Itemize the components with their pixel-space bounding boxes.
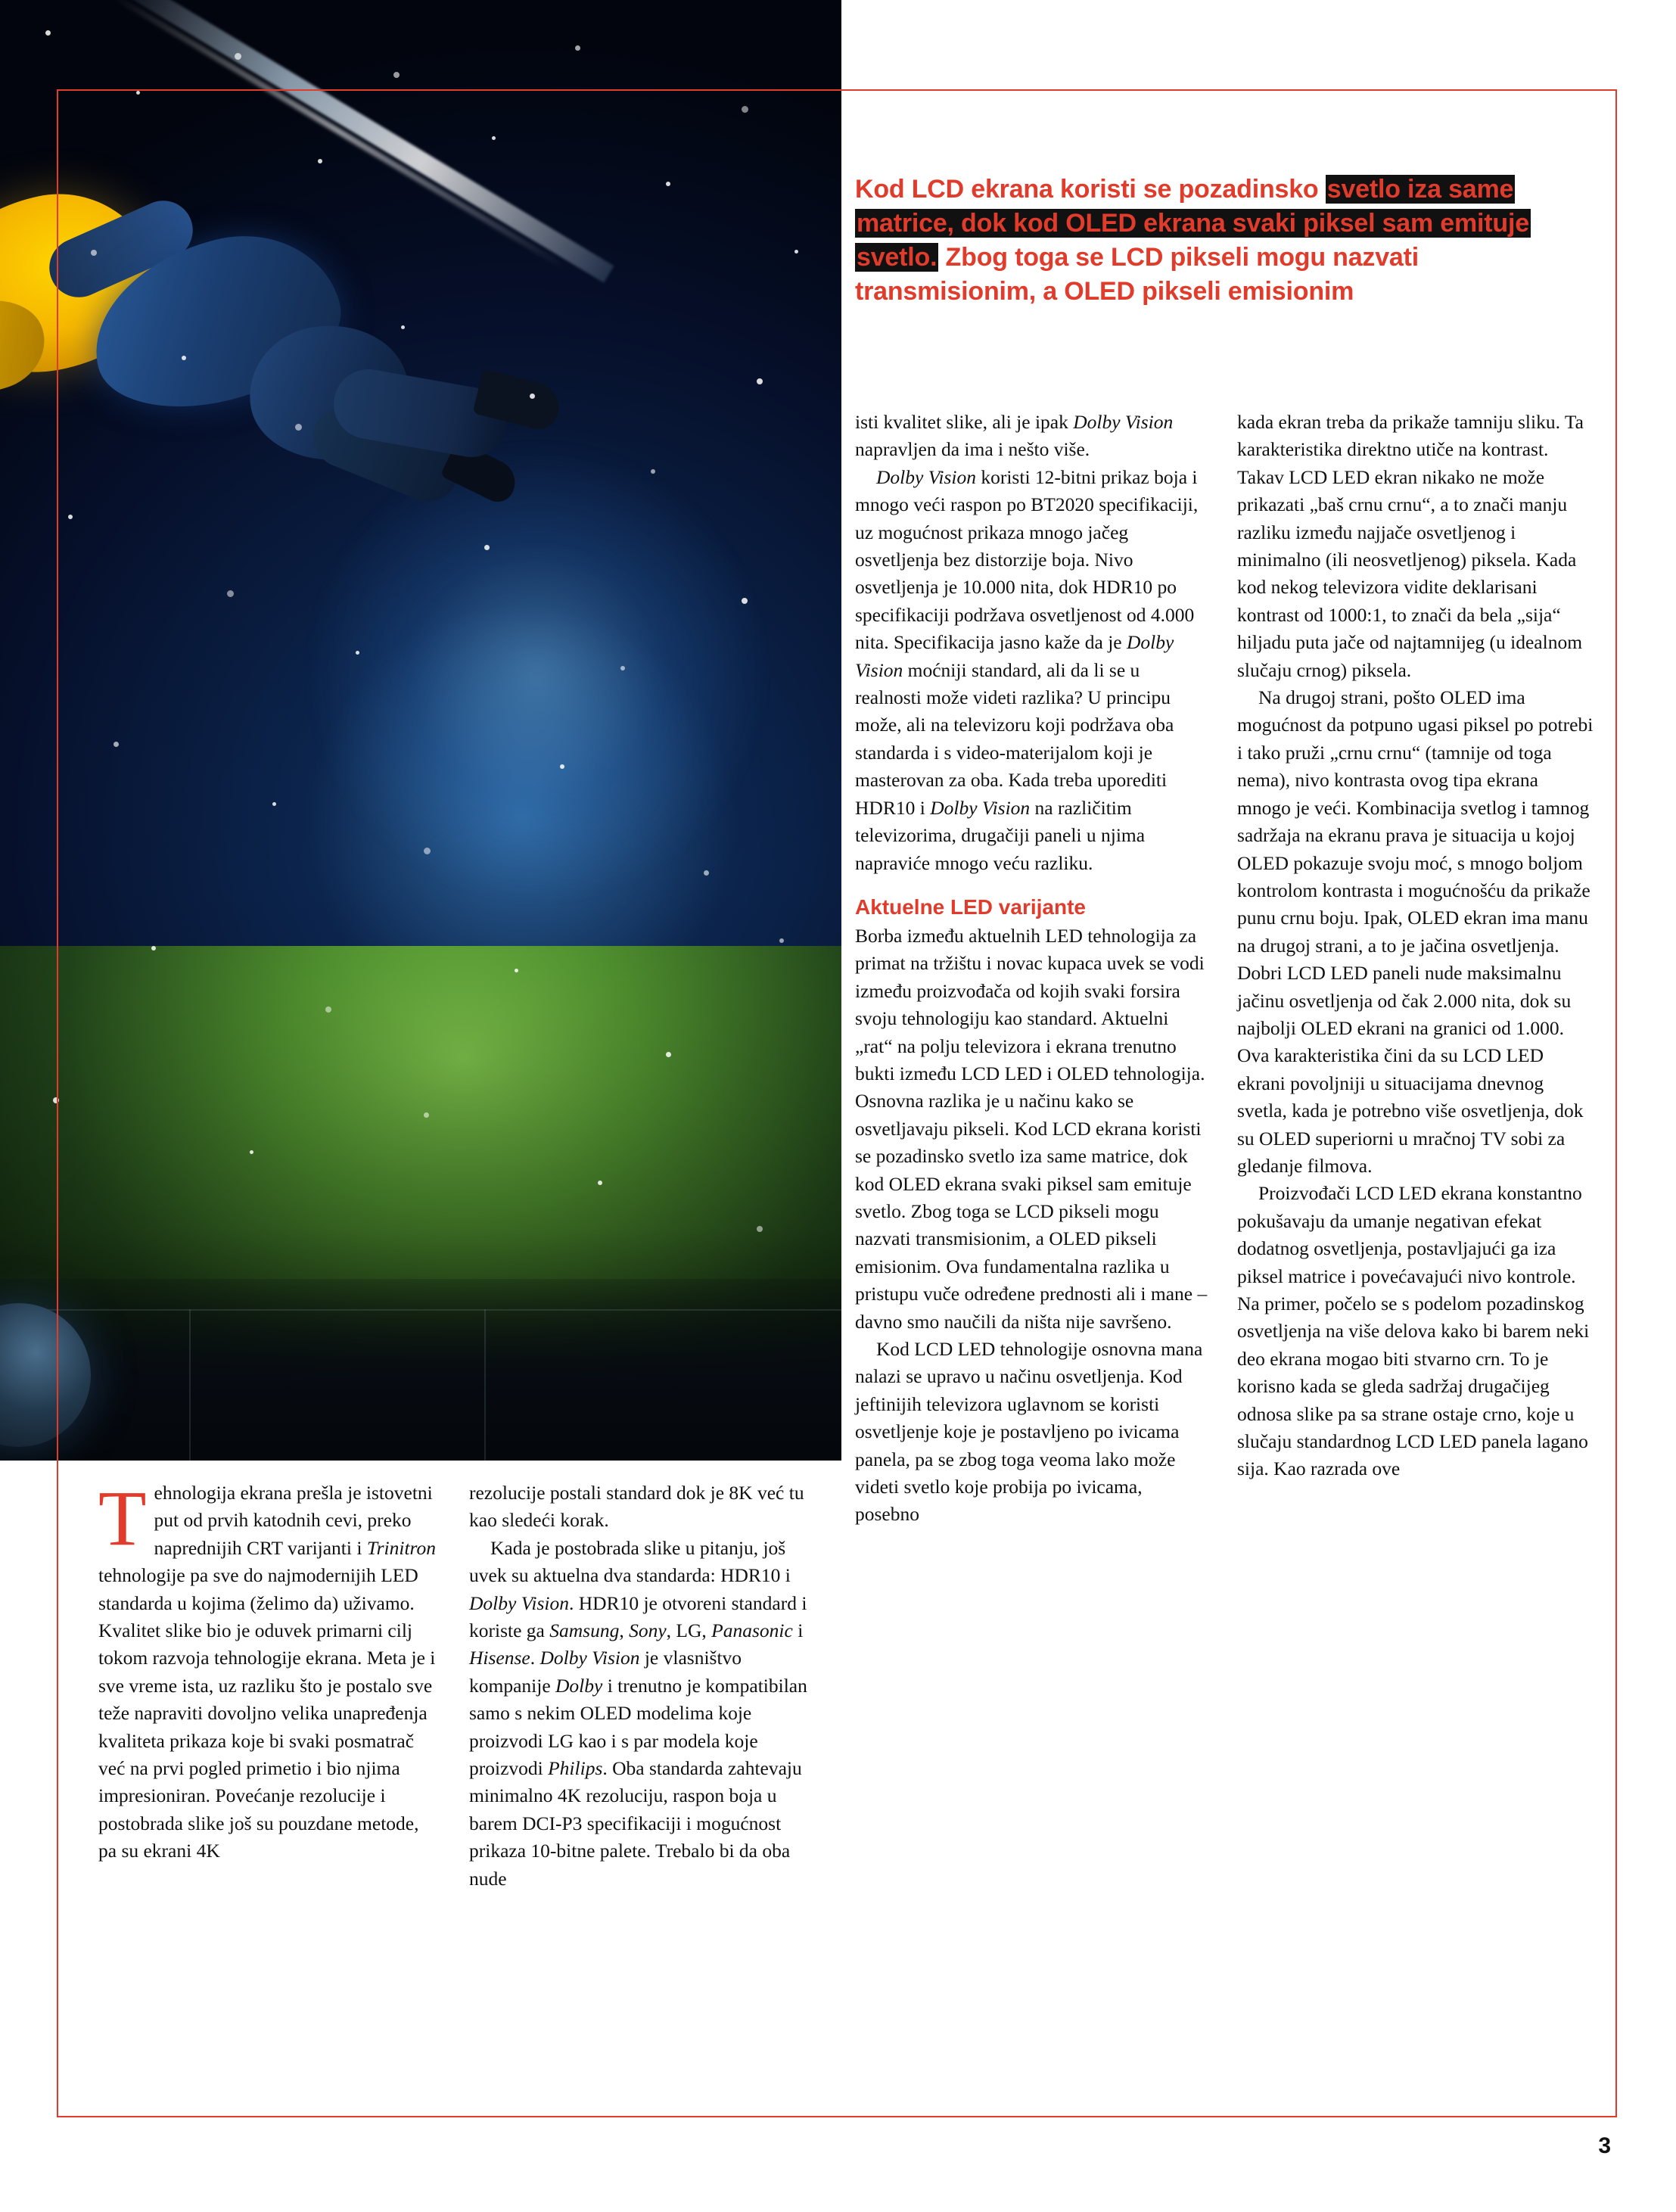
paragraph: Proizvođači LCD LED ekrana konstantno pokušavaju da umanje negativan efekat dodatnog osvetljenja, postavljajući ga iza piksel matrice i povećavajući nivo kontrole. Na primer, počelo se s podelom pozadinskog osvetljenja na više delova kako bi barem neki deo ekrana mogao biti stvarno crn. To je korisno kada se gleda sadržaj drugačijeg odnosa slike pa sa strane ostaje crno, koje u slučaju standardnog LCD LED panela lagano sija. Kao razrada ove (1237, 1182, 1590, 1480)
paragraph: kada ekran treba da prikaže tamniju sliku. Ta karakteristika direktno utiče na kontrast. Takav LCD LED ekran nikako ne može prikazati „baš crnu crnu“, a to znači manju razliku između najjače osvetljenog i minimalno (ili neosvetljenog) piksela. Kada kod nekog televizora vidite deklarisani kontrast od 1000:1, to znači da bela „sija“ hiljadu puta jače od najtamnijeg (u idealnom slučaju crnog) piksela. (1237, 411, 1584, 681)
paragraph: Dolby Vision koristi 12-bitni prikaz boja i mnogo veći raspon po BT2020 specifikaciji, uz mogućnost prikaza mnogo jačeg osvetljenja bez distorzije boja. Nivo osvetljenja je 10.000 nita, dok HDR10 po specifikaciji podržava osvetljenost od 4.000 nita. Specifikacija jasno kaže da je Dolby Vision moćniji standard, ali da li se u realnosti može videti razlika? U principu može, ali na televizoru koji podržava oba standarda i s video-materijalom koji je masterovan za oba. Kada treba uporediti HDR10 i Dolby Vision na različitim televizorima, drugačiji paneli u njima napraviće mnogo veću razliku. (855, 465, 1199, 874)
pull-quote-highlighted: svetlo iza same matrice, dok kod OLED ekrana svaki piksel sam emituje svetlo. (857, 175, 1529, 272)
paragraph: Kod LCD LED tehnologije osnovna mana nalazi se upravo u načinu osvetljenja. Kod jeftinijih televizora uglavnom se koristi osvetljenje koje je postavljeno po ivicama panela, pa se zbog toga veoma lako može videti svetlo koje probija po ivicama, posebno (855, 1338, 1203, 1526)
hero-image (0, 0, 841, 1461)
drop-cap: T (98, 1475, 147, 1562)
intro-text: ehnologija ekrana prešla je istovetni put od prvih katodnih cevi, preko naprednijih CRT varijanti i Trinitron tehnologije pa sve do najmodernijih LED standarda u kojima (želimo da) uživamo. Kvalitet slike bio je oduvek primarni cilj tokom razvoja tehnologije ekrana. Meta je i sve vreme ista, uz razliku što je postalo sve teže napraviti dovoljno velika unapređenja kvaliteta prikaza koje bi svaki posmatrač već na prvi pogled primetio i bio njima impresioniran. Povećanje rezolucije i postobrada slike još su pouzdane metode, pa su ekrani 4K (98, 1482, 437, 1862)
paragraph: Borba između aktuelnih LED tehnologija za primat na tržištu i novac kupaca uvek se vodi između proizvođača od kojih svaki forsira svoju tehnologiju kao standard. Aktuelni „rat“ na polju televizora i ekrana trenutno bukti između LCD LED i OLED tehnologija. Osnovna razlika je u načinu kako se osvetljavaju pikseli. Kod LCD ekrana koristi se pozadinsko svetlo iza same matrice, dok kod OLED ekrana svaki piksel sam emituje svetlo. Zbog toga se LCD pikseli mogu nazvati transmisionim, a OLED pikseli emisionim. Ova fundamentalna razlika u pristupu vuče određene prednosti ali i mane – davno smo naučili da ništa nije savršeno. (855, 924, 1208, 1333)
section-heading-aktuelne-led: Aktuelne LED varijante (855, 894, 1086, 919)
paragraph: isti kvalitet slike, ali je ipak Dolby Vision napravljen da ima i nešto više. (855, 411, 1174, 461)
column-two (469, 1479, 811, 1893)
pull-quote-part2: Zbog toga se LCD pikseli mogu nazvati transmisionim, a OLED pikseli emisionim (855, 243, 1419, 306)
paragraph: rezolucije postali standard dok je 8K već tu kao sledeći korak. (469, 1482, 804, 1532)
column-middle-top (855, 409, 1211, 1529)
page-number: 3 (1598, 2133, 1611, 2158)
paragraph: Kada je postobrada slike u pitanju, još uvek su aktuelna dva standarda: HDR10 i Dolby Vision. HDR10 je otvoreni standard i koriste ga Samsung, Sony, LG, Panasonic i Hisense. Dolby Vision je vlasništvo kompanije Dolby i trenutno je kompatibilan samo s nekim OLED modelima koje proizvodi LG kao i s par modela koje proizvodi Philips. Oba standarda zahtevaju minimalno 4K rezoluciju, raspon boja u barem DCI-P3 specifikaciji i mogućnost prikaza 10-bitne palete. Trebalo bi da oba nude (469, 1536, 807, 1890)
paragraph-with-dropcap (98, 1475, 440, 1865)
paragraph: Na drugoj strani, pošto OLED ima mogućnost da potpuno ugasi piksel po potrebi i tako pruži „crnu crnu“ (tamnije od toga nema), nivo kontrasta ovog tipa ekrana mnogo je veći. Kombinacija svetlog i tamnog sadržaja na ekranu prava je situacija u kojoj OLED pokazuje svoju moć, s mnogo boljom kontrolom kontrasta i mogućnošću da prikaže punu crnu boju. Ipak, OLED ekran ima manu na drugoj strani, a to je jačina osvetljenja. Dobri LCD LED paneli nude maksimalnu jačinu osvetljenja od čak 2.000 nita, dok su najbolji OLED ekrani na granici od 1.000. Ova karakteristika čini da su LCD LED ekrani povoljniji u situacijama dnevnog svetla, kada je potrebno više osvetljenja, dok su OLED superiorni u mračnoj TV sobi za gledanje filmova. (1237, 686, 1594, 1177)
pull-quote-part1: Kod LCD ekrana koristi se pozadinsko (855, 175, 1326, 204)
snow-particles (0, 0, 841, 1461)
column-right-top (1237, 409, 1594, 1483)
column-one (98, 1475, 440, 1865)
pull-quote (855, 173, 1593, 309)
